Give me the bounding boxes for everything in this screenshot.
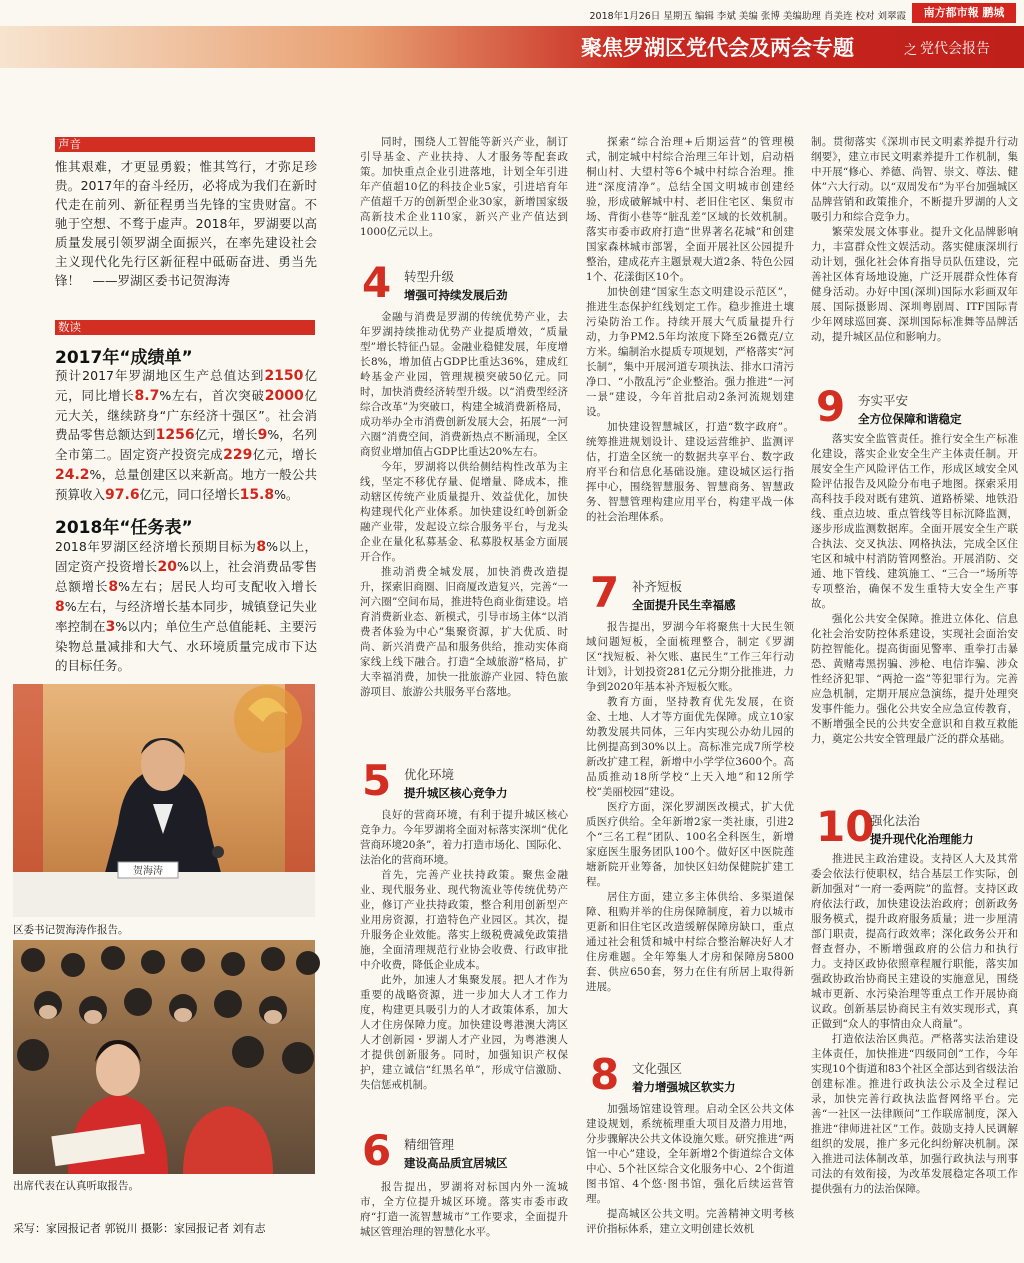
- col2-text-d: 报告提出，罗湖将对标国内外一流城市，全方位提升城区环境。落实市委市政府“打造一流智慧城市”工作要求，全面提升城区管理治理的智慧化水平。: [360, 1181, 568, 1238]
- newspaper-logo: 南方都市報 鹏城: [912, 3, 1016, 23]
- highlight-figure: 24.2: [55, 467, 90, 483]
- highlight-figure: 15.8: [239, 487, 275, 503]
- highlight-figure: 8.7: [134, 388, 160, 404]
- col4-text-c: 推进民主政治建设。支持区人大及其常委会依法行使职权，结合基层工作实际，创新加强对“一府一委两院”的监督。支持区政府依法行政，加快建设法治政府；创新政务服务模式，提升政府服务质量；进一步厘清部门职责，提高行政效率；深化政务公开和督查督办，不断增强政府的公信力和执行力。支持区政协依照章程履行职能，落实加强政协政治协商民主建设的实施意见，围绕城市更新、水污染治理等重点工作开展协商议政。创新基层协商民主有效实现形式，真正做到“众人的事情由众人商量”。 打造依法治区典范。严格落实法治建设主体责任，加快推进“四级同创”工作，今年实现10个街道和83个社区全部达到省级法治创建标准。推进行政执法公示及全过程记录，加快完善行政执法监督网络平台。完善“一社区一法律顾问”工作联席制度，深入推进“律师进社区”工作。鼓励支持人民调解组织的发展，推广多元化纠纷解决机制。深入推进司法体制改革，加强行政执法与刑事司法的有效衔接，为改革发展稳定各项工作提供强有力的法治保障。: [811, 853, 1018, 1195]
- section-number: 4: [362, 258, 392, 307]
- nameplate: 贺海涛: [133, 866, 163, 877]
- highlight-figure: 3: [105, 619, 116, 635]
- col4-text-a: 制。贯彻落实《深圳市民文明素养提升行动纲要》，建立市民文明素养提升工作机制，集中开展“修心、养德、尚智、崇文、尊法、健体”六大行动。以“双周发布”为平台加强城区品牌营销和政策推介，不断提升罗湖的人文吸引力和综合竞争力。 繁荣发展文体事业。提升文化品牌影响力，丰富群众性文娱活动。落实健康深圳行动计划，强化社会体育指导员队伍建设，完善社区体育场地设施，广泛开展群众性体育健身活动。办好中国(深圳)国际水彩画双年展、国际摄影周、深圳粤剧周、ITF国际青少年网球巡回赛、深圳国际标准舞等品牌活动，提升城区品位和影响力。: [811, 136, 1018, 343]
- section-subtitle: 着力增强城区软实力: [632, 1080, 736, 1094]
- highlight-figure: 8: [256, 539, 267, 555]
- photo-secretary-report: [13, 684, 315, 917]
- col3-text-a: 探索“综合治理+后期运营”的管理模式，制定城中村综合治理三年计划，启动梧桐山村、大望村等6个城中村综合治理。推进“深度清净”。总结全国文明城市创建经验，形成破解城中村、老旧住宅区、集贸市场、背街小巷等“脏乱差”区域的长效机制。落实市委市政府打造“世界著名花城”和创建国家森林城市部署，全面开展社区公园提升整治，建成花卉主题景观大道2条、特色公园1个、花漾街区10个。 加快创建“国家生态文明建设示范区”，推进生态保护红线划定工作。稳步推进土壤污染防治工作。持续开展大气质量提升行动，力争PM2.5年均浓度下降至26微克/立方米。编制治水提质专项规划，严格落实“河长制”，集中开展河道专项执法、排水口清污净口、“小散乱污”企业整治。强力推进“一河一景”建设，今年首批启动2条河流规划建设。 加快建设智慧城区，打造“数字政府”。统筹推进规划设计、建设运营维护、监测评估，打造全区统一的数据共享平台、数字政府平台和信息化基础设施。建设城区运行指挥中心，围绕智慧服务、智慧商务、智慧政务、智慧管理构建应用平台，构建平战一体的社会治理体系。: [586, 136, 794, 523]
- photo-caption-1: 区委书记贺海涛作报告。: [13, 924, 129, 936]
- highlight-figure: 1256: [155, 427, 195, 443]
- special-title: 聚焦罗湖区党代会及两会专题: [581, 36, 854, 60]
- highlight-figure: 97.6: [105, 487, 140, 503]
- text-2018: 2018年罗湖区经济增长预期目标为8%以上，固定资产投资增长20%以上，社会消费品零售总额增长8%左右；居民人均可支配收入增长8%左右，与经济增长基本同步，城镇登记失业率控制在3%以内；单位生产总值能耗、主要污染物总量减排和大气、水环境质量完成市下达的目标任务。: [55, 539, 317, 673]
- section-number: 6: [362, 1126, 392, 1175]
- section-title: 文化强区: [632, 1061, 683, 1076]
- col3-text-b: 报告提出，罗湖今年将聚焦十大民生领域问题短板，全面梳理整合，制定《罗湖区“找短板、补欠账、惠民生”工作三年行动计划》，计划投资281亿元分期分批推进，力争到2020年基本补齐短板欠账。 教育方面，坚持教育优先发展，在资金、土地、人才等方面优先保障。成立10家幼教发展共同体，三年内实现公办幼儿园的比例提高到30%以上。高标准完成7所学校新改扩建工程，新增中小学学位3600个。高品质推动18所学校“上天入地”和12所学校“美丽校园”建设。 医疗方面，深化罗湖医改模式，扩大优质医疗供给。全年新增2家一类社康，引进2个“三名工程”团队、100名全科医生，新增家庭医生服务团队100个。做好区中医院莲塘新院开业筹备，加快区妇幼保健院扩建工程。 居住方面，建立多主体供给、多渠道保障、租购并举的住房保障制度，着力以城市更新和旧住宅区改造缓解保障房缺口，重点通过社会租赁和城中村综合整治解决好人才住房难题。全年筹集人才房和保障房5800套、供应650套，努力在住有所居上取得新进展。: [586, 621, 794, 993]
- section-title: 转型升级: [404, 269, 455, 284]
- voice-text: 惟其艰难，才更显勇毅；惟其笃行，才弥足珍贵。2017年的奋斗经历，必将成为我们在新时代走在前列、新征程勇当先锋的宝贵财富。不驰于空想、不骛于虚声。2018年，罗湖要以高质量发展引领罗湖全面振兴，在率先建设社会主义现代化先行区新征程中砥砺奋进、勇当先锋！ ——罗湖区委书记贺海涛: [55, 159, 317, 288]
- title-separator: 之: [904, 43, 918, 58]
- section-title: 强化法治: [870, 813, 921, 828]
- section-subtitle: 全面提升民生幸福感: [632, 598, 736, 612]
- section-number: 8: [590, 1050, 620, 1099]
- section-title: 夯实平安: [858, 393, 909, 408]
- col2-text-c: 良好的营商环境，有利于提升城区核心竞争力。今年罗湖将全面对标落实深圳“优化营商环境20条”，着力打造市场化、国际化、法治化的营商环境。 首先，完善产业扶持政策。聚焦金融业、现代服务业、现代物流业等传统优势产业，修订产业扶持政策，整合利用创新型产业用房资源，打造特色产业园区。其次，提升服务企业效能。落实上级税费减免政策措施，全面清理规范行业协会收费、行政审批中介收费，降低企业成本。 此外，加速人才集聚发展。把人才作为重要的战略资源，进一步加大人才工作力度，构建更具吸引力的人才政策体系，加大人才住房保障力度。加快建设粤港澳大湾区人才创新园・罗湖人才产业园，为粤港澳人才提供创新服务。同时，加强知识产权保护，建立诚信“红黑名单”，形成守信激励、失信惩戒机制。: [360, 809, 568, 1091]
- section-9-heading: [816, 382, 1018, 431]
- highlight-figure: 229: [223, 447, 253, 463]
- col2-text-a: 同时，围绕人工智能等新兴产业，制订引导基金、产业扶持、人才服务等配套政策。加快重点企业引进落地，计划全年引进年产值超10亿的科技企业5家，引进培育年产值超千万的创新型企业30家，新增国家级高新技术企业110家，新兴产业产值达到1000亿元以上。: [360, 136, 568, 238]
- section-number: 5: [362, 756, 392, 805]
- section-number: 10: [816, 802, 875, 851]
- col2-text-b: 金融与消费是罗湖的传统优势产业，去年罗湖持续推动优势产业提质增效，“质量型”增长特征凸显。金融业稳健发展，年度增长8%，增加值占GDP比重达36%，建成红岭基金产业园，管理规模突破50亿元。同时，加快消费经济转型升级。以“消费型经济综合改革”为突破口，构建全城消费新格局，成功举办全市消费创新发展大会，拓展“一河六圈”消费空间，消费新热点不断涌现，全区商贸业增加值占GDP比重达20%左右。 今年，罗湖将以供给侧结构性改革为主线，坚定不移优存量、促增量、降成本，推动辖区传统产业质量提升、效益优化，加快构建现代化产业体系。加快建设红岭创新金融产业带，发起设立综合服务平台，与龙头企业在量化私募基金、私募股权基金方面展开合作。 推动消费全城发展，加快消费改造提升，探索旧商圈、旧商厦改造复兴，完善“一河六圈”空间布局，推进特色商业街建设。培育消费新业态、新模式，引导市场主体“以消费者体验为中心”集聚资源，扩大优质、时尚、新兴消费产品和服务供给，推动实体商家线上线下融合。打造“全域旅游”格局，扩大幸福消费，加快一批旅游产业园、特色旅游项目、旅游公共服务平台落地。: [360, 311, 568, 698]
- section-4-heading: [362, 258, 568, 307]
- photo-caption-2: 出席代表在认真听取报告。: [13, 1180, 139, 1192]
- byline: 采写：家园报记者 郭锐川 摄影：家园报记者 刘有志: [13, 1222, 266, 1235]
- highlight-figure: 9: [257, 427, 268, 443]
- audience-illustration: [13, 940, 315, 1174]
- issue-meta: 2018年1月26日 星期五 编辑 李斌 美编 张博 美编助理 肖美连 校对 刘翠霞: [589, 11, 906, 22]
- col3-text-c: 加强场馆建设管理。启动全区公共文体建设规划，系统梳理重大项目及潜力用地，分步骤解决公共文体设施欠账。研究推进“两馆一中心”建设，全年新增2个街道综合文体中心、5个社区综合文化服务中心、2个街道图书馆、4个悠·图书馆，强化后续运营管理。 提高城区公共文明。完善精神文明考核评价指标体系，建立文明创建长效机: [586, 1103, 794, 1235]
- section-8-heading: [590, 1050, 796, 1099]
- section-7-heading: [590, 568, 796, 617]
- page-header: [0, 0, 1024, 26]
- section-number: 9: [816, 382, 846, 431]
- special-subtitle: 党代会报告: [920, 41, 990, 57]
- heading-2018: 2018年“任务表”: [55, 518, 193, 538]
- highlight-figure: 2000: [264, 388, 304, 404]
- section-subtitle: 全方位保障和谐稳定: [858, 412, 962, 426]
- section-subtitle: 提升现代化治理能力: [870, 832, 974, 846]
- section-title: 优化环境: [404, 767, 455, 782]
- heading-2017: 2017年“成绩单”: [55, 348, 193, 368]
- section-number: 7: [590, 568, 620, 617]
- section-subtitle: 提升城区核心竞争力: [404, 786, 508, 800]
- stage-illustration: [13, 684, 315, 917]
- highlight-figure: 8: [55, 599, 65, 615]
- col4-text-b: 落实安全监管责任。推行安全生产标准化建设，落实企业安全生产主体责任制。开展安全生产风险评估工作，形成区域安全风险评估报告及风险分布电子地图。探索采用高科技手段对既有建筑、道路桥梁、地铁沿线、重点边坡、重点管线等目标沉降监测，逐步形成监测数据库。全面开展安全生产联合执法、交叉执法、网格执法，完成全区住宅区和城中村消防管网整治。开展消防、交通、地下管线、建筑施工、“三合一”场所等专项整治，确保不发生重特大安全生产事故。 强化公共安全保障。推进立体化、信息化社会治安防控体系建设，实现社会面治安防控智能化。提高街面见警率、重拳打击暴恐、黄赌毒黑拐骗、涉枪、电信诈骗、涉众性经济犯罪、“两抢一盗”等犯罪行为。完善应急机制，定期开展应急演练，提升处理突发事件能力。强化公共安全应急宣传教育，不断增强全民的公共安全意识和自救互救能力，奠定公共安全管理最广泛的群众基础。: [811, 433, 1018, 745]
- highlight-figure: 20: [157, 559, 177, 575]
- section-subtitle: 增强可持续发展后劲: [404, 288, 508, 302]
- highlight-figure: 2150: [264, 368, 304, 384]
- highlight-figure: 8: [108, 579, 119, 595]
- data-label: 数读: [55, 320, 315, 335]
- section-6-heading: [362, 1126, 568, 1175]
- text-2017: 预计2017年罗湖地区生产总值达到2150亿元，同比增长8.7%左右，首次突破2000亿元大关，继续跻身“广东经济十强区”。社会消费品零售总额达到1256亿元，增长9%，名列全市第二。固定资产投资完成229亿元，增长24.2%，总量创建区以来新高。地方一般公共预算收入97.6亿元，同口径增长15.8%。: [55, 368, 317, 503]
- section-10-heading: [816, 802, 1018, 851]
- section-subtitle: 建设高品质宜居城区: [404, 1156, 508, 1170]
- section-title: 精细管理: [404, 1137, 455, 1152]
- voice-label: 声音: [55, 137, 315, 152]
- photo-delegates: [13, 940, 315, 1174]
- section-5-heading: [362, 756, 568, 805]
- section-title: 补齐短板: [632, 579, 683, 594]
- title-band: [0, 26, 1024, 68]
